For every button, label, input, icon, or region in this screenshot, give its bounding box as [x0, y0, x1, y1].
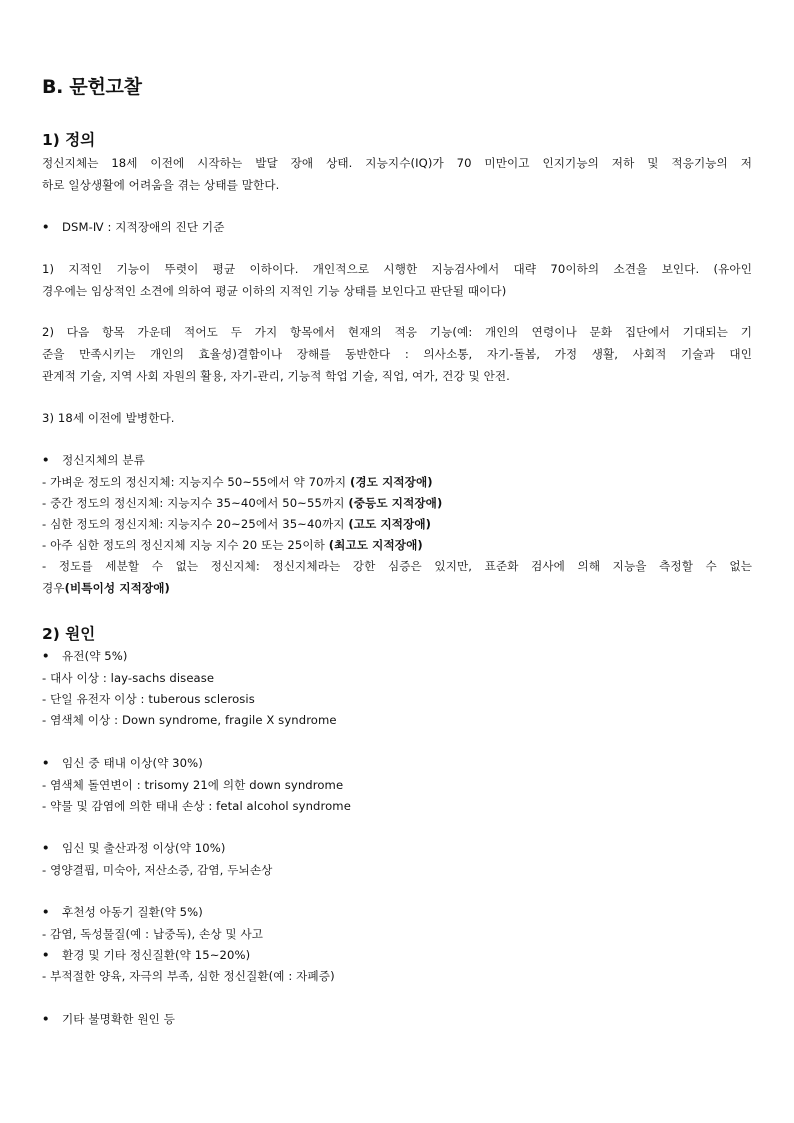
criterion-1-line-1: 1) 지적인 기능이 뚜렷이 평균 이하이다. 개인적으로 시행한 지능검사에서 대략 70이하의 소견을 보인다. (유아인	[42, 262, 752, 276]
cause-bullet-text: 환경 및 기타 정신질환(약 15~20%)	[62, 948, 251, 962]
cause-heading: 2) 원인	[42, 625, 96, 643]
classification-item	[42, 537, 423, 553]
cause-item: - 부적절한 양육, 자극의 부족, 심한 정신질환(예 : 자폐증)	[42, 968, 335, 984]
dsm-bullet-text: DSM-Ⅳ : 지적장애의 진단 기준	[62, 220, 225, 234]
cause-bullet-text: 후천성 아동기 질환(약 5%)	[62, 905, 203, 919]
cause-item: - 염색체 이상 : Down syndrome, fragile X syndrome	[42, 712, 337, 728]
cause-bullet-prenatal	[42, 755, 203, 771]
dsm-bullet	[42, 219, 225, 235]
cause-bullet-other	[42, 1011, 175, 1027]
classification-grade: (비특이성 지적장애)	[64, 581, 170, 595]
cause-item: - 대사 이상 : lay-sachs disease	[42, 670, 214, 686]
classification-grade: (경도 지적장애)	[349, 475, 433, 489]
definition-line-1: 정신지체는 18세 이전에 시작하는 발달 장애 상태. 지능지수(IQ)가 70 미만이고 인지기능의 저하 및 적응기능의 저	[42, 156, 752, 170]
classification-text: 경우	[42, 581, 65, 595]
cause-bullet-text: 기타 불명확한 원인 등	[62, 1012, 176, 1026]
cause-item: - 영양결핍, 미숙아, 저산소증, 감염, 두뇌손상	[42, 862, 272, 878]
classification-text: 중간 정도의 정신지체: 지능지수 35~40에서 50~55까지	[50, 496, 349, 510]
cause-bullet-genetic	[42, 648, 128, 664]
cause-bullet-acquired	[42, 904, 203, 920]
classification-grade: (고도 지적장애)	[348, 517, 432, 531]
criterion-2-line-1: 2) 다음 항목 가운데 적어도 두 가지 항목에서 현재의 적응 기능(예: 개인의 연령이나 문화 집단에서 기대되는 기	[42, 325, 752, 339]
classification-bullet	[42, 452, 145, 468]
classification-item-5-line-2	[42, 580, 170, 596]
classification-item	[42, 495, 442, 511]
classification-grade: (중등도 지적장애)	[348, 496, 443, 510]
criterion-2-line-3: 관계적 기술, 지역 사회 자원의 활용, 자기-관리, 기능적 학업 기술, 직업, 여가, 건강 및 안전.	[42, 369, 510, 383]
cause-bullet-text: 임신 및 출산과정 이상(약 10%)	[62, 841, 226, 855]
classification-item	[42, 516, 431, 532]
classification-text: 아주 심한 정도의 정신지체 지능 지수 20 또는 25이하	[50, 538, 329, 552]
criterion-2-line-2: 준을 만족시키는 개인의 효율성)결함이나 장해를 동반한다 : 의사소통, 자기-돌봄, 가정 생활, 사회적 기술과 대인	[42, 347, 752, 361]
criterion-1-line-2: 경우에는 임상적인 소견에 의하여 평균 이하의 지적인 기능 상태를 보인다고 판단될 때이다)	[42, 284, 507, 298]
cause-item: - 약물 및 감염에 의한 태내 손상 : fetal alcohol syndrome	[42, 798, 351, 814]
classification-bullet-text: 정신지체의 분류	[62, 453, 145, 467]
section-title: B. 문헌고찰	[42, 76, 142, 98]
classification-item-5-line-1: - 정도를 세분할 수 없는 정신지체: 정신지체라는 강한 심증은 있지만, 표준화 검사에 의해 지능을 측정할 수 없는	[42, 559, 752, 573]
cause-item: - 염색체 돌연변이 : trisomy 21에 의한 down syndrome	[42, 777, 343, 793]
definition-line-2: 하로 일상생활에 어려움을 겪는 상태를 말한다.	[42, 178, 280, 192]
cause-bullet-text: 임신 중 태내 이상(약 30%)	[62, 756, 203, 770]
definition-heading: 1) 정의	[42, 131, 96, 149]
cause-bullet-perinatal	[42, 840, 225, 856]
classification-item	[42, 474, 433, 490]
criterion-3: 3) 18세 이전에 발병한다.	[42, 411, 175, 425]
cause-item: - 단일 유전자 이상 : tuberous sclerosis	[42, 691, 255, 707]
cause-item: - 감염, 독성물질(예 : 납중독), 손상 및 사고	[42, 926, 263, 942]
cause-bullet-environment	[42, 947, 250, 963]
cause-bullet-text: 유전(약 5%)	[62, 649, 128, 663]
classification-grade: (최고도 지적장애)	[328, 538, 423, 552]
classification-text: 심한 정도의 정신지체: 지능지수 20~25에서 35~40까지	[50, 517, 349, 531]
classification-text: 가벼운 정도의 정신지체: 지능지수 50~55에서 약 70까지	[50, 475, 350, 489]
